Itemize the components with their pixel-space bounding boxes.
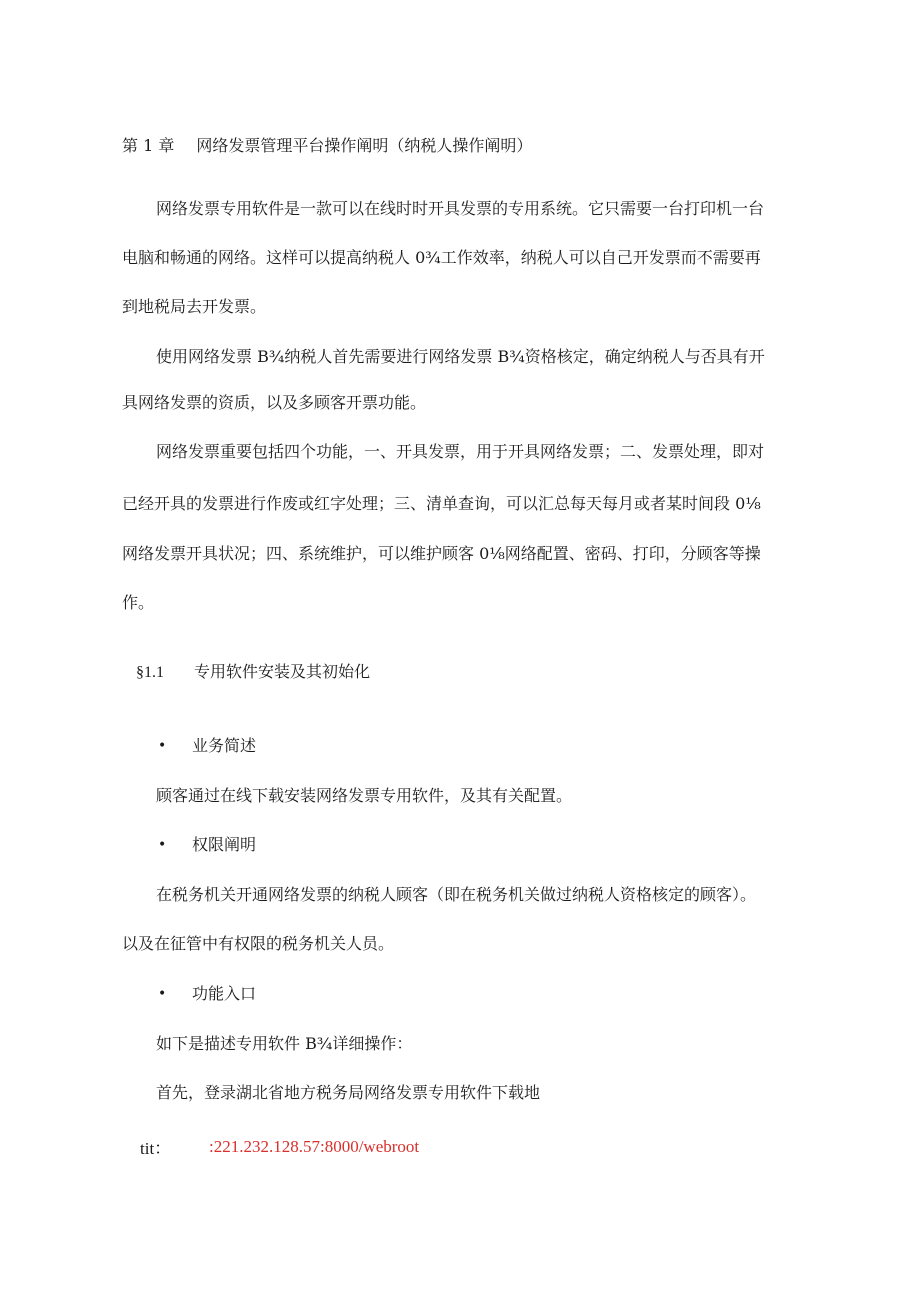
- bullet-dot: •: [158, 738, 167, 754]
- section-heading: [136, 662, 370, 683]
- intro-p3-line-3: 网络发票开具状况；四、系统维护，可以维护顾客 0⅛网络配置、密码、打印，分顾客等操: [122, 544, 761, 563]
- chapter-title: 网络发票管理平台操作阐明（纳税人操作阐明）: [196, 136, 533, 155]
- section-number: §1.1: [136, 664, 164, 681]
- bullet-dot: •: [158, 837, 167, 853]
- entry-text-2: 首先，登录湖北省地方税务局网络发票专用软件下载地: [156, 1083, 541, 1102]
- chapter-number: 第 1 章: [122, 136, 175, 155]
- intro-p3-line-1: 网络发票重要包括四个功能，一、开具发票，用于开具网络发票；二、发票处理，即对: [156, 442, 765, 461]
- permission-text-line-2: 以及在征管中有权限的税务机关人员。: [122, 934, 395, 953]
- intro-p3-line-4: 作。: [122, 593, 155, 612]
- chapter-heading: [122, 136, 532, 156]
- bullet-entry-label: 功能入口: [192, 984, 257, 1003]
- tit-label: tit：: [140, 1139, 172, 1158]
- bullet-dot: •: [158, 986, 167, 1002]
- permission-text-line-1: 在税务机关开通网络发票的纳税人顾客（即在税务机关做过纳税人资格核定的顾客）。: [156, 885, 757, 904]
- bullet-business-label: 业务简述: [192, 736, 257, 755]
- download-url-link[interactable]: :221.232.128.57:8000/webroot: [209, 1137, 420, 1156]
- entry-text-1: 如下是描述专用软件 B¾详细操作：: [156, 1034, 413, 1053]
- intro-p3-line-2: 已经开具的发票进行作废或红字处理；三、清单查询，可以汇总每天每月或者某时间段 0⅛: [122, 494, 761, 513]
- bullet-permission-label: 权限阐明: [192, 835, 257, 854]
- intro-p1-line-2: 电脑和畅通的网络。这样可以提高纳税人 0¾工作效率，纳税人可以自己开发票而不需要再: [122, 248, 761, 267]
- intro-p1-line-3: 到地税局去开发票。: [122, 297, 267, 316]
- section-title: 专用软件安装及其初始化: [194, 662, 371, 681]
- intro-p2-line-2: 具网络发票的资质，以及多顾客开票功能。: [122, 393, 427, 412]
- intro-p2-line-1: 使用网络发票 B¾纳税人首先需要进行网络发票 B¾资格核定，确定纳税人与否具有开: [156, 347, 765, 366]
- business-text: 顾客通过在线下载安装网络发票专用软件，及其有关配置。: [156, 786, 573, 805]
- intro-p1-line-1: 网络发票专用软件是一款可以在线时时开具发票的专用系统。它只需要一台打印机一台: [156, 199, 765, 218]
